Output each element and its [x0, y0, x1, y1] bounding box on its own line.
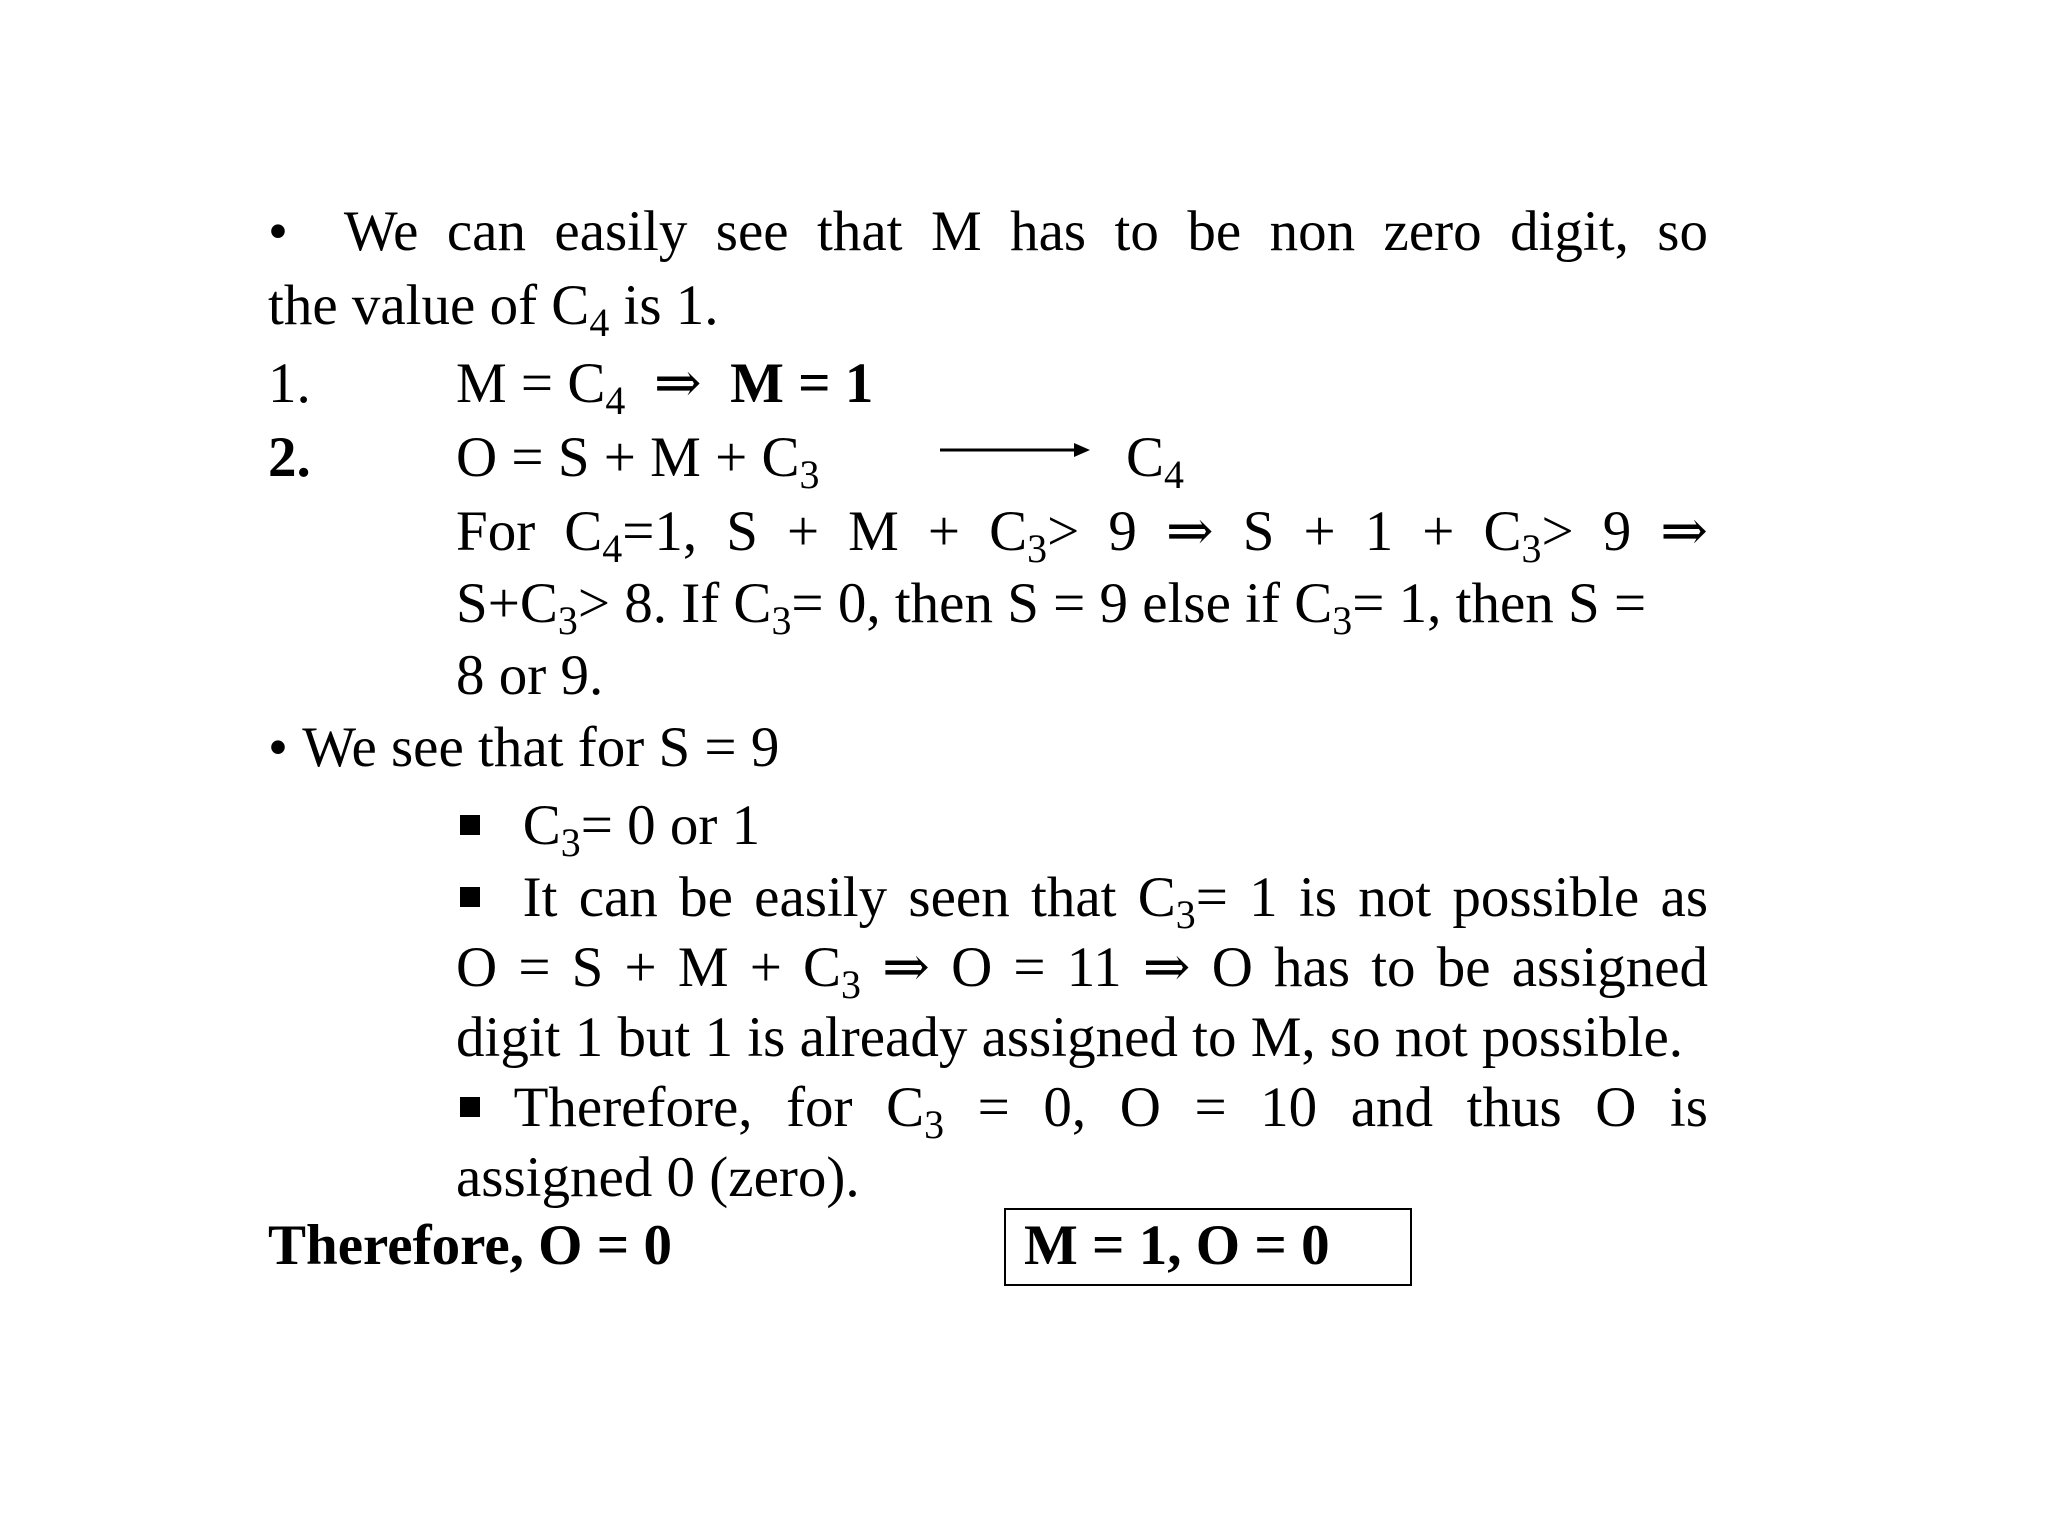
step-1-result: M = 1 — [730, 352, 874, 415]
sub-bullet-1: $C_3= 0$ or 1 — [460, 792, 760, 860]
sub-bullet-2-line-3: digit 1 but 1 is already assigned to M, so not possible. — [456, 1006, 1684, 1069]
bullet-1-line-1: • We can easily see that M has to be non zero digit, so — [268, 200, 1708, 263]
square-bullet-icon — [460, 815, 480, 835]
step-2-line-3: 8 or 9. — [456, 644, 604, 707]
bullet-dot: • — [268, 200, 288, 263]
sub-bullet-2-line-2: $O = S + M + C_3$ ⇒ O = 11 ⇒ O has to be assigned — [456, 936, 1708, 1007]
step-2-carry: $C_4$ — [1126, 426, 1184, 497]
sub-bullet-2-line-1: It can be easily seen that $C_3= 1$ is not possible as — [460, 864, 1708, 932]
step-1-number: 1. — [268, 352, 311, 415]
result-box-text: M = 1, O = 0 — [1024, 1214, 1330, 1277]
bullet-2: • We see that for S = 9 — [268, 716, 780, 779]
bullet-dot: • — [268, 716, 288, 779]
bullet-1-line-2: the value of $C_4$ is 1. — [268, 274, 719, 345]
sub-bullet-3-line-1: Therefore, for $C_3 = 0$, O = 10 and thus O is — [460, 1074, 1708, 1142]
square-bullet-icon — [460, 887, 480, 907]
sub-bullet-3-line-2: assigned 0 (zero). — [456, 1146, 860, 1209]
step-2-equation: $O = S + M + C_3$ — [456, 426, 820, 497]
step-2-number: 2. — [268, 426, 311, 489]
step-2-line-1: For $C_4=1$, $S + M + C_3> 9$ ⇒ $S + 1 + C_3> 9$ ⇒ — [456, 500, 1709, 571]
square-bullet-icon — [460, 1097, 480, 1117]
right-arrow-icon — [940, 440, 1090, 460]
step-2-line-2: $S+C_3> 8$. If $C_3= 0$, then S = 9 else if $C_3= 1$, then S = — [456, 572, 1647, 643]
conclusion-text: Therefore, O = 0 — [268, 1214, 672, 1277]
step-1-equation: $M = C_4$ ⇒ M = 1 — [456, 352, 874, 423]
